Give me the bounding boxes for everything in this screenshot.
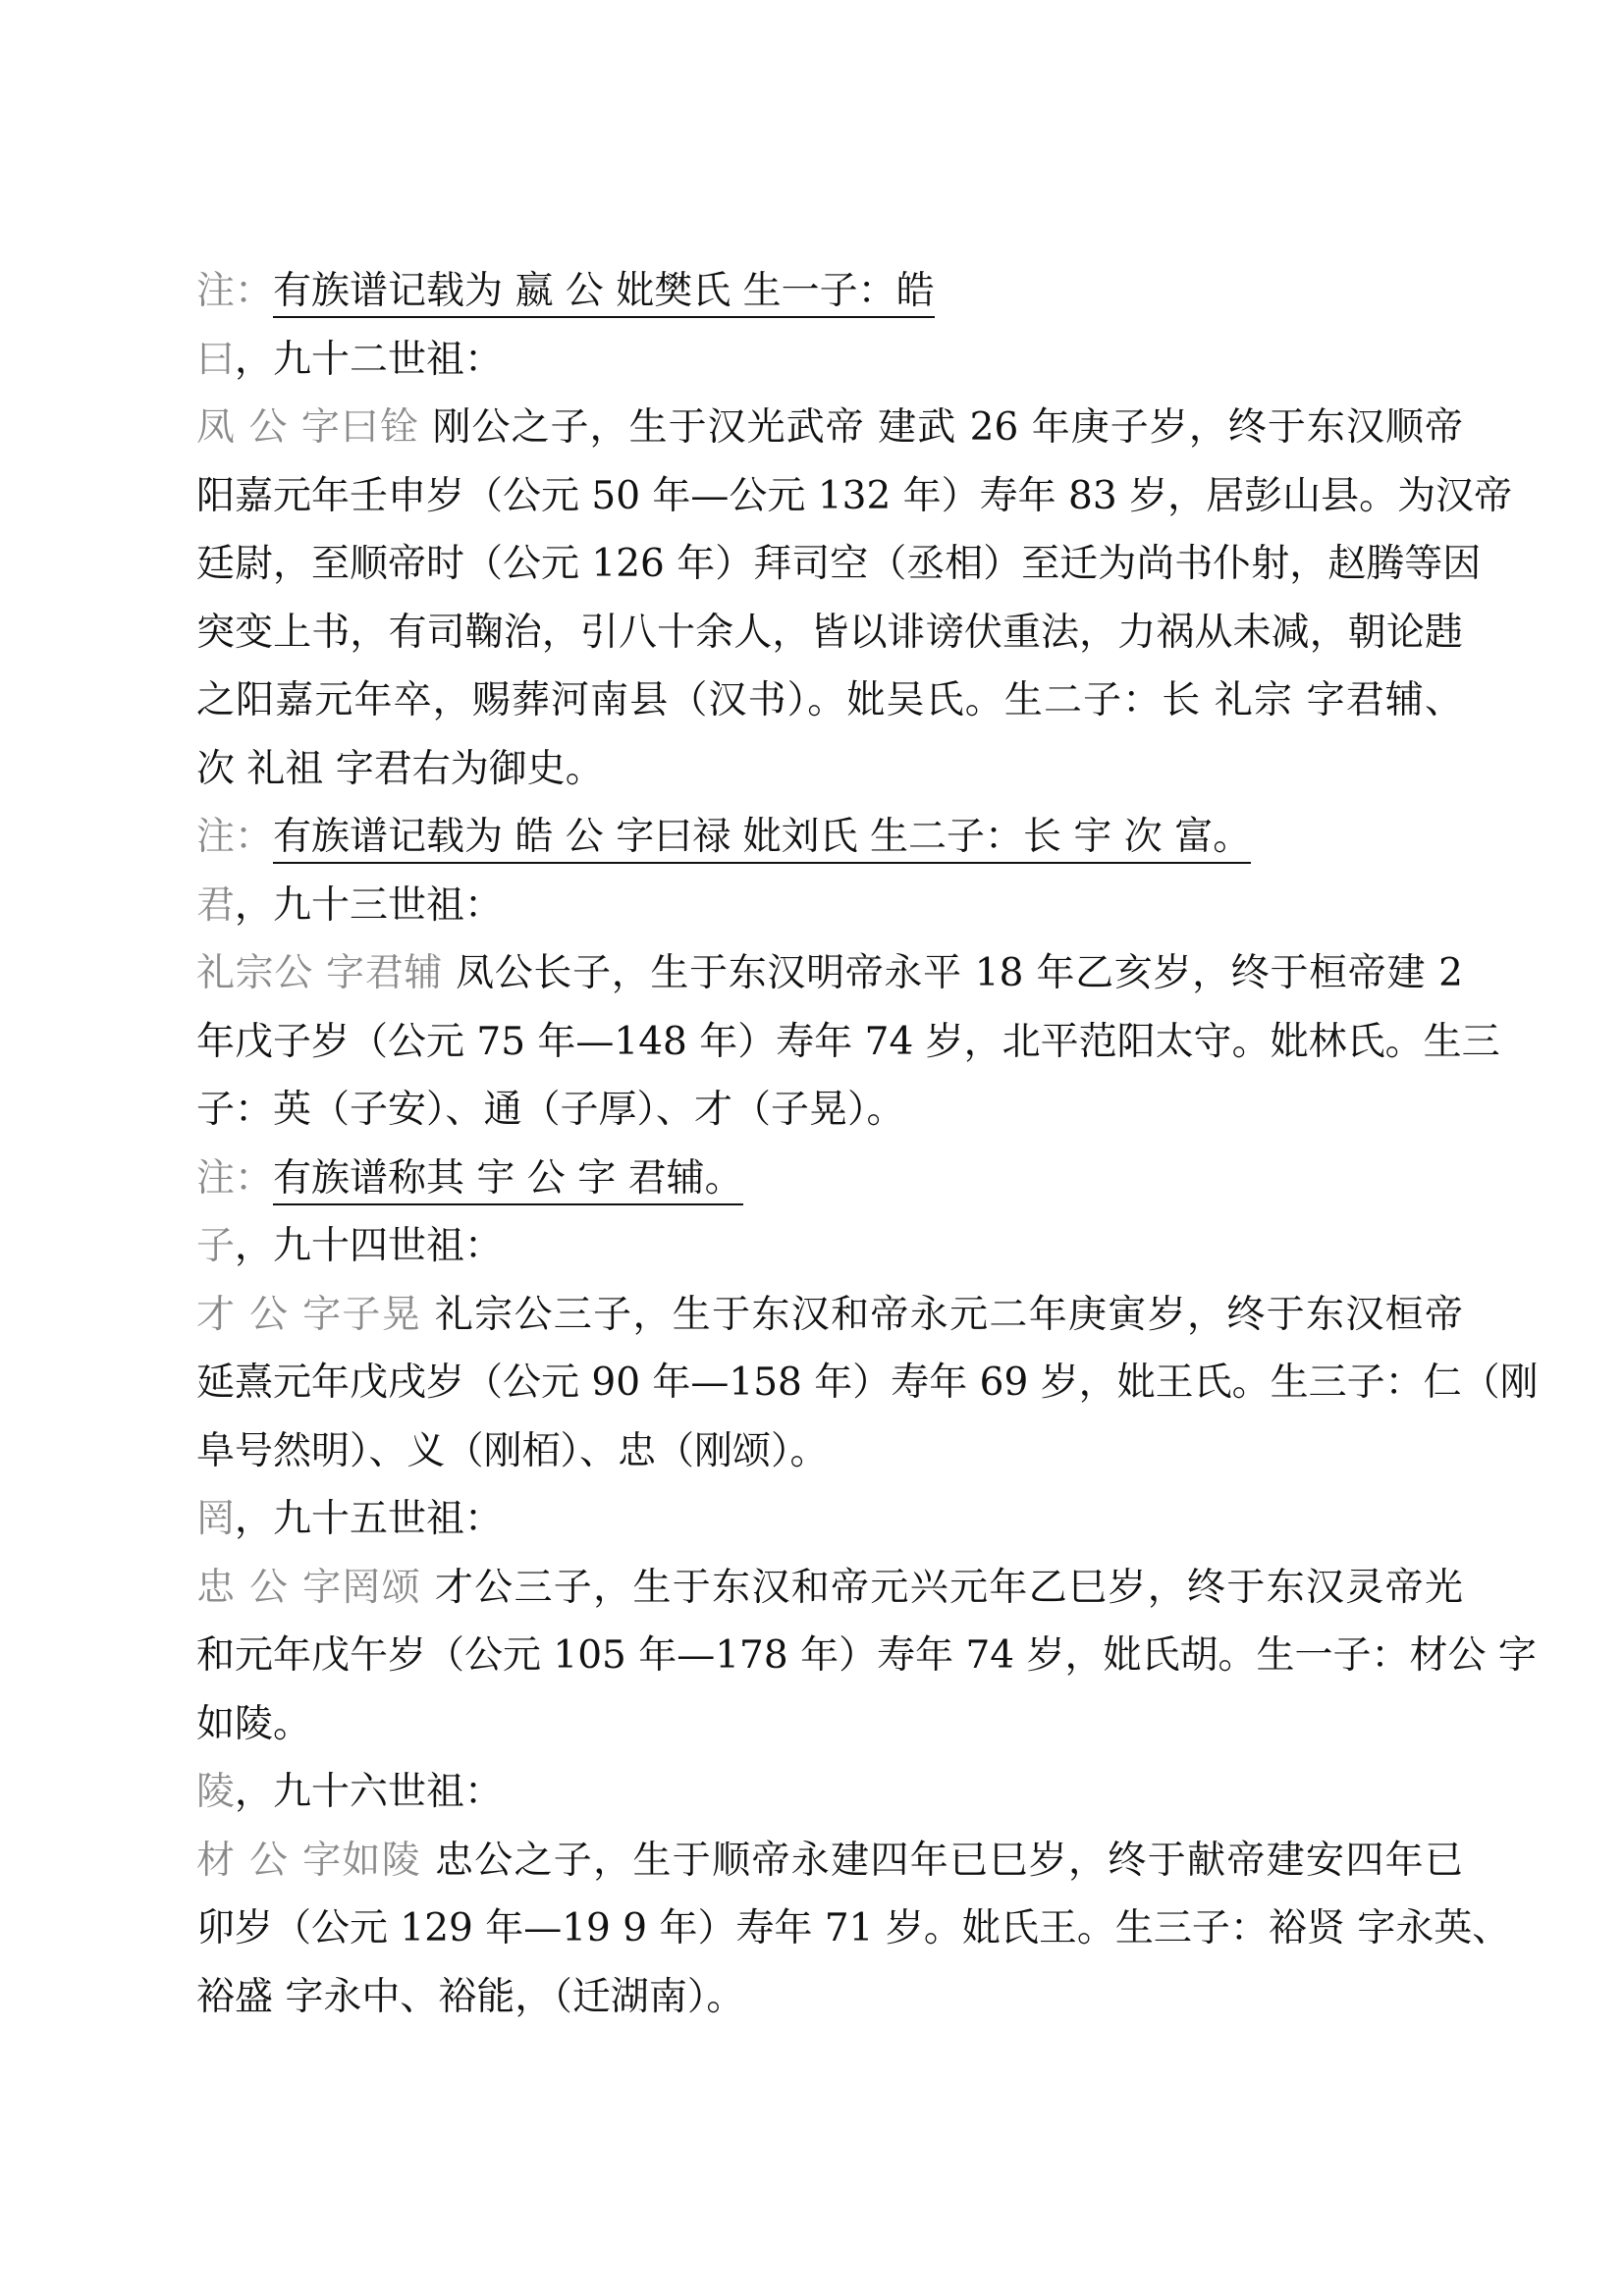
entry-line bbox=[196, 1417, 1463, 1486]
entry-text: 凤公长子，生于东汉明帝永平 18 年乙亥岁，终于桓帝建 2 bbox=[456, 951, 1463, 995]
entry-text: 阳嘉元年壬申岁（公元 50 年—公元 132 年）寿年 83 岁，居彭山县。为汉帝 bbox=[196, 473, 1513, 518]
note-label: 注： bbox=[196, 269, 274, 313]
entry-line bbox=[196, 1690, 1463, 1759]
entry-line bbox=[196, 1076, 1463, 1145]
note-text: 有族谱称其 宇 公 字 君辅。 bbox=[273, 1156, 743, 1205]
genealogy-text bbox=[196, 257, 1539, 2031]
entry-text: 礼宗公三子，生于东汉和帝永元二年庚寅岁，终于东汉桓帝 bbox=[434, 1292, 1463, 1337]
generation-heading bbox=[196, 326, 1463, 395]
entry-text: 廷尉，至顺帝时（公元 126 年）拜司空（丞相）至迁为尚书仆射，赵腾等因 bbox=[196, 542, 1482, 586]
entry-line bbox=[196, 1963, 1463, 2032]
entry-line bbox=[196, 1281, 1463, 1350]
ancestor-name: 材 公 字如陵 bbox=[196, 1838, 422, 1883]
entry-line bbox=[196, 599, 1463, 667]
ancestor-name: 礼宗公 字君辅 bbox=[196, 951, 444, 995]
ancestor-name: 才 公 字子晃 bbox=[196, 1292, 422, 1337]
entry-line bbox=[196, 1008, 1500, 1077]
generation-heading bbox=[196, 1485, 1463, 1554]
note-text: 有族谱记载为 嬴 公 妣樊氏 生一子：皓 bbox=[273, 269, 935, 318]
generation-character: 曰 bbox=[196, 337, 236, 382]
entry-line bbox=[196, 1554, 1463, 1623]
entry-text: 忠公之子，生于顺帝永建四年已巳岁，终于献帝建安四年已 bbox=[434, 1838, 1463, 1883]
entry-text: 次 礼祖 字君右为御史。 bbox=[196, 746, 604, 791]
entry-text: 裕盛 字永中、裕能，（迁湖南）。 bbox=[196, 1974, 745, 2019]
entry-line bbox=[196, 394, 1463, 462]
entry-text: 延熹元年戊戌岁（公元 90 年—158 年）寿年 69 岁，妣王氏。生三子：仁（刚 bbox=[196, 1361, 1539, 1405]
generation-title: ，九十五世祖： bbox=[235, 1497, 504, 1541]
generation-title: ，九十三世祖： bbox=[235, 882, 504, 928]
generation-heading bbox=[196, 872, 1463, 940]
entry-text: 子：英（子安）、通（子厚）、才（子晃）。 bbox=[196, 1088, 905, 1132]
note-line bbox=[196, 257, 1463, 326]
generation-character: 君 bbox=[196, 882, 236, 928]
entry-line bbox=[196, 1349, 1539, 1417]
generation-title: ，九十二世祖： bbox=[235, 337, 504, 382]
entry-text: 阜号然明）、义（刚栢）、忠（刚颂）。 bbox=[196, 1428, 829, 1473]
entry-text: 如陵。 bbox=[196, 1701, 312, 1746]
entry-line bbox=[196, 1622, 1537, 1690]
entry-text: 年戊子岁（公元 75 年—148 年）寿年 74 岁，北平范阳太守。妣林氏。生三 bbox=[196, 1019, 1500, 1064]
entry-text: 刚公之子，生于汉光武帝 建武 26 年庚子岁，终于东汉顺帝 bbox=[432, 405, 1463, 450]
entry-line bbox=[196, 1895, 1511, 1963]
entry-line bbox=[196, 462, 1513, 531]
entry-text: 才公三子，生于东汉和帝元兴元年乙巳岁，终于东汉灵帝光 bbox=[434, 1565, 1463, 1610]
note-text: 有族谱记载为 皓 公 字曰禄 妣刘氏 生二子：长 宇 次 富。 bbox=[273, 815, 1251, 864]
ancestor-name: 忠 公 字罔颂 bbox=[196, 1565, 422, 1610]
entry-text: 之阳嘉元年卒，赐葬河南县（汉书）。妣吴氏。生二子：长 礼宗 字君辅、 bbox=[196, 678, 1463, 722]
generation-character: 陵 bbox=[196, 1770, 236, 1814]
entry-text: 突变上书，有司鞠治，引八十余人，皆以诽谤伏重法，力祸从未减，朝论韪 bbox=[196, 610, 1463, 655]
generation-heading bbox=[196, 1758, 1463, 1827]
note-label: 注： bbox=[196, 815, 274, 859]
note-line bbox=[196, 803, 1463, 872]
generation-heading bbox=[196, 1212, 1463, 1281]
note-label: 注： bbox=[196, 1155, 274, 1201]
generation-title: ，九十六世祖： bbox=[235, 1770, 504, 1814]
entry-line bbox=[196, 667, 1463, 735]
generation-character: 子 bbox=[196, 1224, 236, 1268]
entry-line bbox=[196, 530, 1482, 599]
entry-text: 和元年戊午岁（公元 105 年—178 年）寿年 74 岁，妣氏胡。生一子：材公 字 bbox=[196, 1633, 1537, 1678]
entry-line bbox=[196, 939, 1463, 1008]
entry-line bbox=[196, 735, 1463, 804]
note-line bbox=[196, 1145, 1463, 1213]
ancestor-name: 凤 公 字曰铨 bbox=[196, 405, 419, 450]
entry-line bbox=[196, 1827, 1463, 1896]
entry-text: 卯岁（公元 129 年—19 9 年）寿年 71 岁。妣氏王。生三子：裕贤 字永英、 bbox=[196, 1906, 1511, 1950]
generation-title: ，九十四世祖： bbox=[235, 1224, 504, 1268]
generation-character: 罔 bbox=[196, 1497, 236, 1541]
